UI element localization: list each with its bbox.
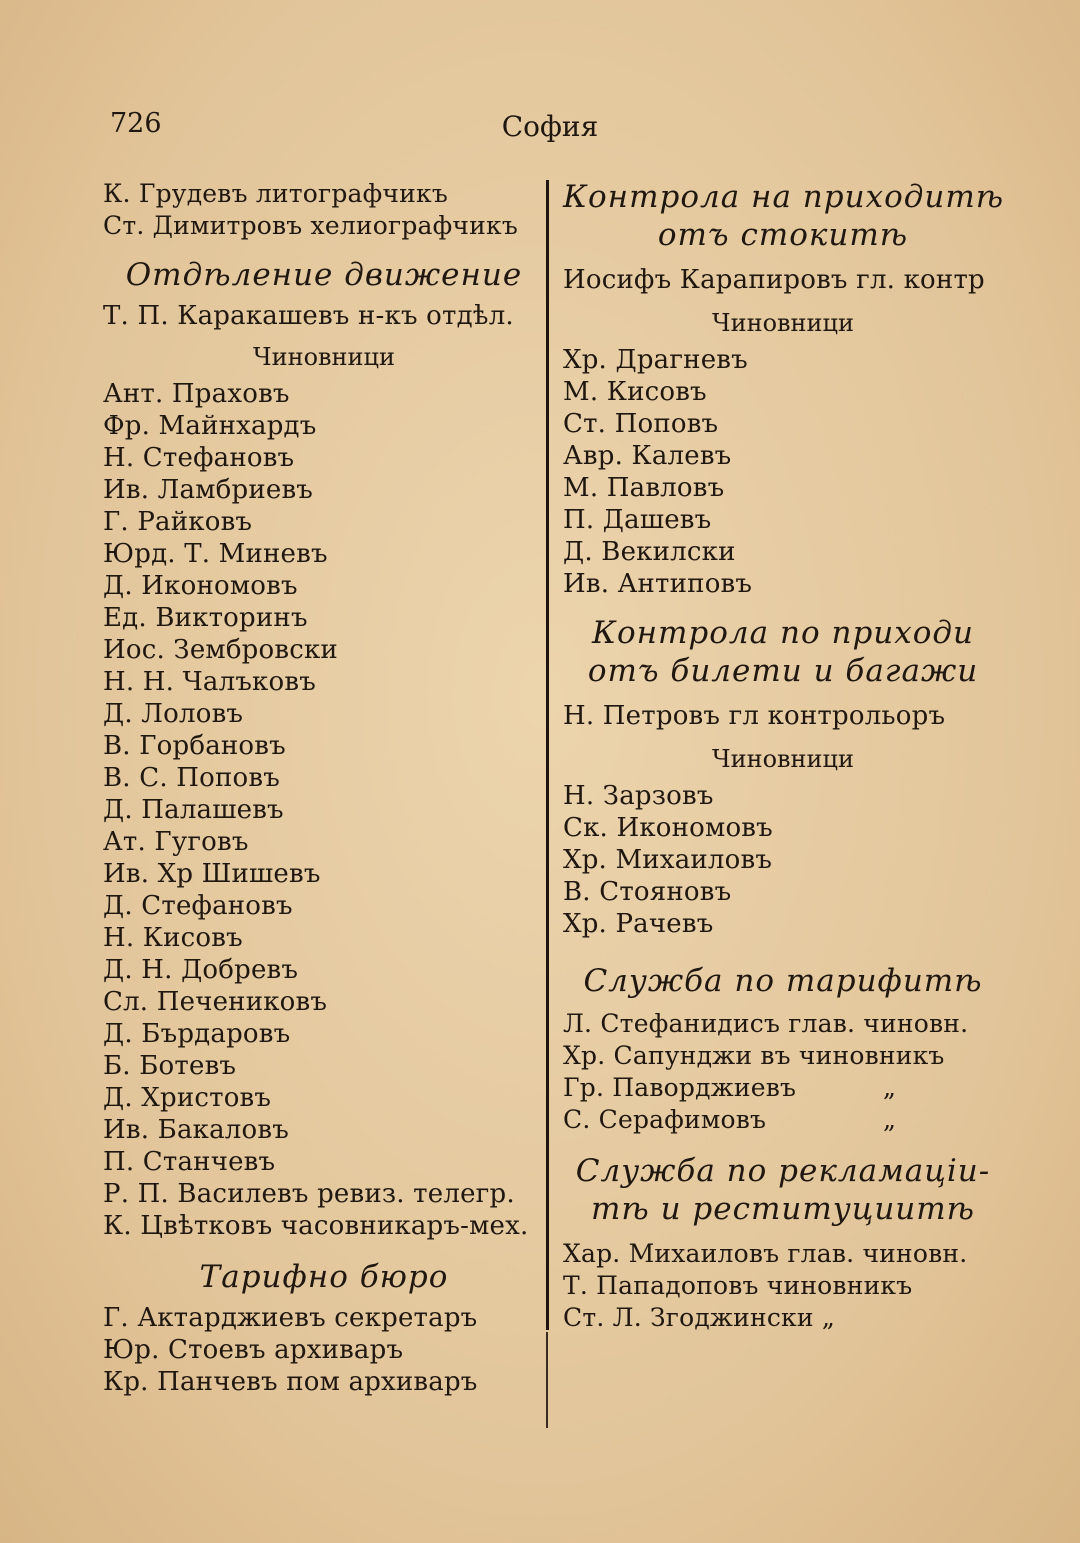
claims-list (563, 1238, 1003, 1334)
staff-line (563, 1104, 1003, 1136)
staff-line: Д. Христовъ (103, 1083, 272, 1113)
staff-line: Г. Актарджиевъ секретаръ (103, 1303, 478, 1333)
staff-line: Авр. Калевъ (563, 441, 732, 471)
staff-line: Кр. Панчевъ пом архиваръ (103, 1367, 478, 1397)
section-title-tariff-bureau: Тарифно бюро (199, 1259, 449, 1295)
staff-line: Ед. Викторинъ (103, 603, 308, 633)
ditto-mark: „ (883, 1073, 897, 1102)
staff-line: П. Дашевъ (563, 505, 712, 535)
section-head-line: Иосифъ Карапировъ гл. контр (563, 265, 985, 295)
staff-line: Иос. Зембровски (103, 635, 338, 665)
page-number: 726 (110, 108, 162, 139)
left-column (103, 178, 545, 1398)
right-column (563, 178, 1003, 1334)
staff-line: Н. Кисовъ (103, 923, 243, 953)
officials-list (563, 344, 1003, 600)
staff-line: Ст. Л. Згоджински „ (563, 1303, 836, 1332)
staff-line: Д. Икономовъ (103, 571, 298, 601)
staff-name: Гр. Паворджиевъ (563, 1073, 797, 1102)
staff-line: Ив. Антиповъ (563, 569, 753, 599)
officials-list (563, 780, 1003, 940)
section-head-line: Н. Петровъ гл контрольоръ (563, 701, 946, 731)
section-title-claims-1: Служба по рекламацiи- (575, 1153, 991, 1189)
staff-line: Д. Н. Добревъ (103, 955, 299, 985)
tariffs-list (563, 1008, 1003, 1136)
staff-line: Хр. Сапунджи въ чиновникъ (563, 1041, 945, 1070)
staff-line: В. Стояновъ (563, 877, 732, 907)
subsection-officials: Чиновници (253, 343, 395, 371)
section-title-goods-control-2: отъ стокитѣ (657, 217, 909, 253)
staff-line: К. Грудевъ литографчикъ (103, 179, 448, 208)
section-head-line: Т. П. Каракашевъ н-къ отдѣл. (103, 301, 514, 331)
staff-line: Р. П. Василевъ ревиз. телегр. (103, 1179, 515, 1209)
staff-line: Хр. Драгневъ (563, 345, 748, 375)
column-divider (546, 180, 549, 1330)
running-title: София (501, 110, 599, 143)
staff-line: М. Кисовъ (563, 377, 707, 407)
staff-line: Л. Стефанидисъ глав. чиновн. (563, 1009, 969, 1038)
column-divider-lower (546, 1332, 548, 1428)
staff-line: Д. Лоловъ (103, 699, 244, 729)
staff-line: Ив. Хр Шишевъ (103, 859, 321, 889)
staff-line: Ив. Бакаловъ (103, 1115, 289, 1145)
staff-line: Н. Зарзовъ (563, 781, 714, 811)
subsection-officials: Чиновници (712, 309, 854, 337)
staff-line: Ск. Икономовъ (563, 813, 773, 843)
page-header (110, 108, 990, 152)
tariff-bureau-list (103, 1302, 545, 1398)
staff-line: Ст. Димитровъ хелиографчикъ (103, 211, 518, 240)
staff-line: Н. Н. Чалъковъ (103, 667, 316, 697)
staff-line: В. Горбановъ (103, 731, 286, 761)
staff-line: Ат. Гуговъ (103, 827, 249, 857)
staff-line: Юрд. Т. Миневъ (103, 539, 328, 569)
staff-line: Юр. Стоевъ архиваръ (103, 1335, 404, 1365)
staff-name: С. Серафимовъ (563, 1105, 767, 1134)
staff-line: Д. Палашевъ (103, 795, 284, 825)
staff-line: Д. Бърдаровъ (103, 1019, 291, 1049)
subsection-officials: Чиновници (712, 745, 854, 773)
staff-line: Хар. Михаиловъ глав. чиновн. (563, 1239, 968, 1268)
staff-line: Ив. Ламбриевъ (103, 475, 314, 505)
staff-line: Т. Пападоповъ чиновникъ (563, 1271, 913, 1300)
staff-line: Сл. Печениковъ (103, 987, 328, 1017)
section-title-claims-2: тѣ и реституциитѣ (590, 1191, 976, 1227)
section-title-tariffs: Служба по тарифитѣ (583, 963, 983, 999)
section-title-ticket-control-2: отъ билети и багажи (587, 653, 979, 689)
ditto-mark: „ (883, 1105, 897, 1134)
staff-line: Д. Стефановъ (103, 891, 293, 921)
staff-line: К. Цвѣтковъ часовникаръ-мех. (103, 1211, 529, 1241)
staff-line: Ст. Поповъ (563, 409, 719, 439)
staff-line: Н. Стефановъ (103, 443, 295, 473)
staff-line: Хр. Рачевъ (563, 909, 714, 939)
staff-line: Г. Райковъ (103, 507, 253, 537)
section-title-goods-control-1: Контрола на приходитѣ (563, 179, 1005, 215)
staff-line: М. Павловъ (563, 473, 725, 503)
staff-line: Ант. Праховъ (103, 379, 290, 409)
staff-line (563, 1072, 1003, 1104)
staff-line: В. С. Поповъ (103, 763, 280, 793)
staff-line: П. Станчевъ (103, 1147, 276, 1177)
staff-line: Хр. Михаиловъ (563, 845, 773, 875)
staff-line: Б. Ботевъ (103, 1051, 237, 1081)
officials-list (103, 378, 545, 1242)
section-title-movement: Отдѣление движение (125, 257, 523, 293)
staff-line: Фр. Майнхардъ (103, 411, 317, 441)
staff-line: Д. Векилски (563, 537, 736, 567)
section-title-ticket-control-1: Контрола по приходи (591, 615, 975, 651)
